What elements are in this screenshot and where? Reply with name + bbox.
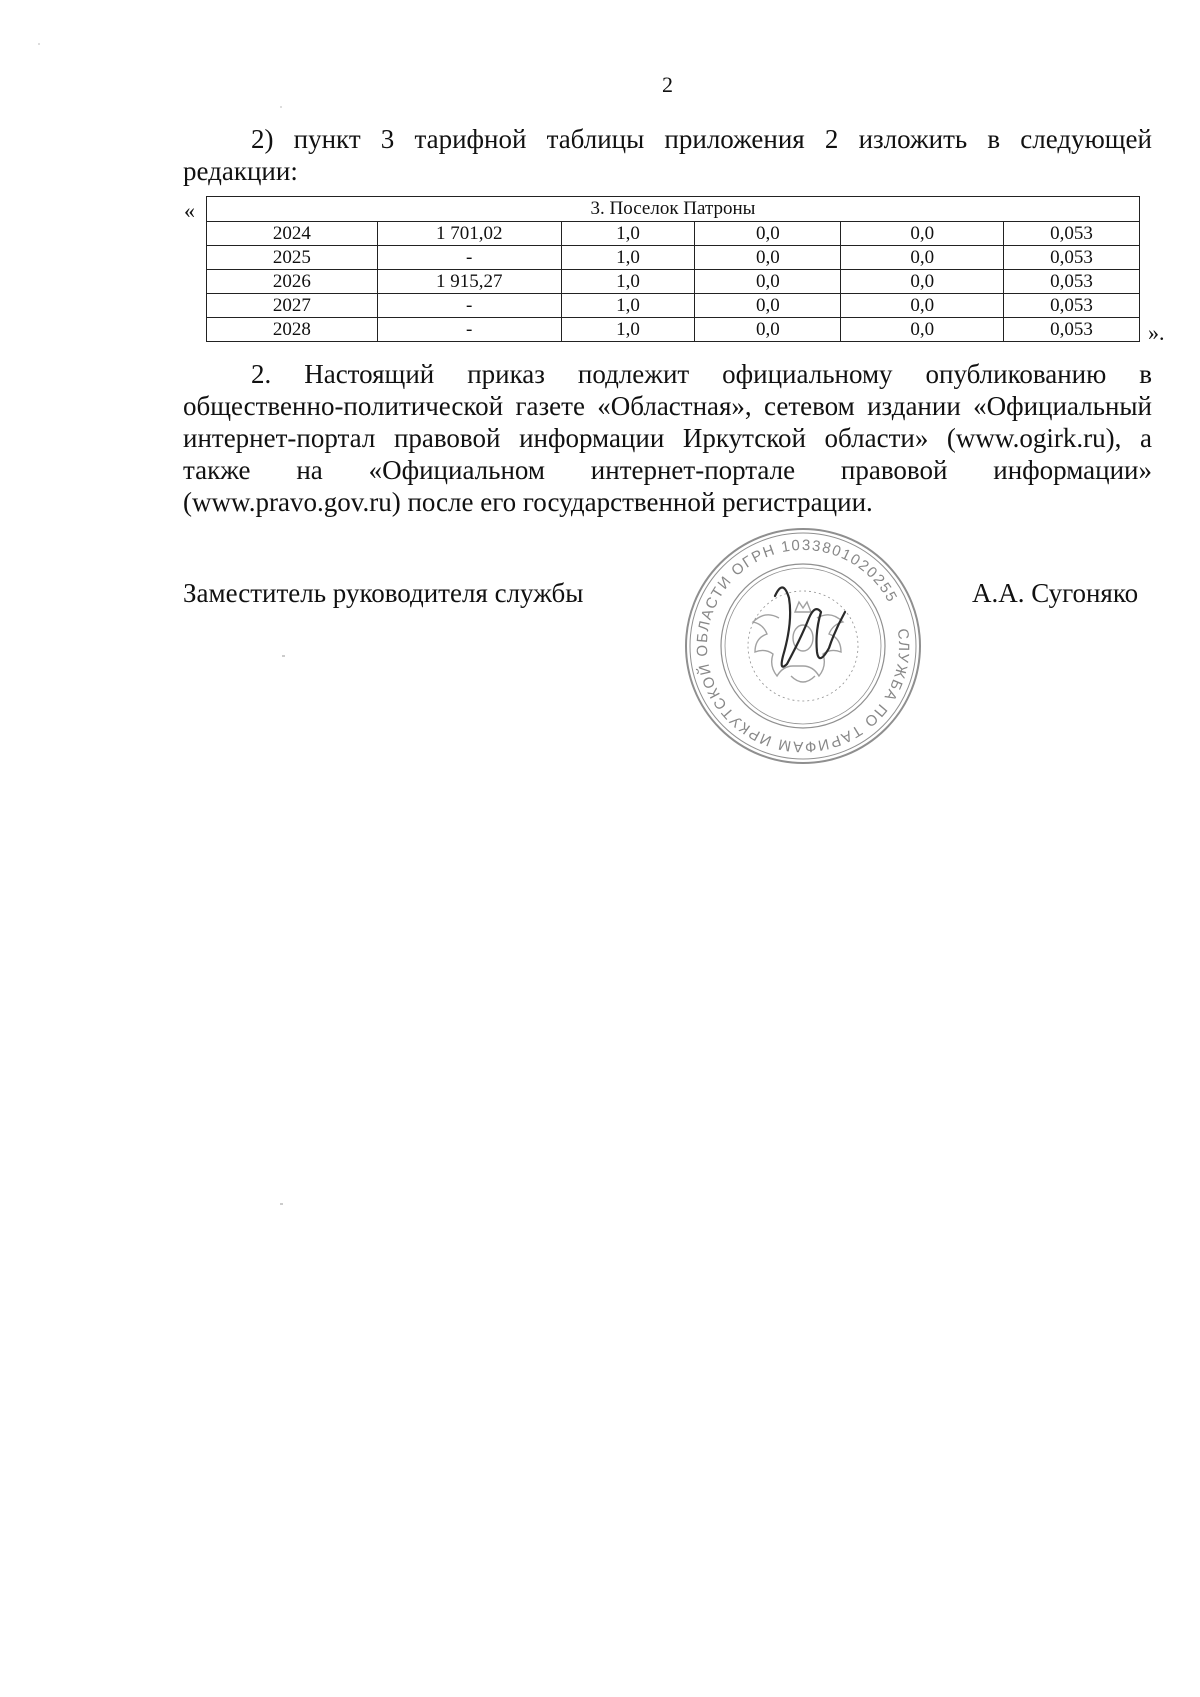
table-cell: 2026 <box>207 270 378 294</box>
table-cell: 0,0 <box>695 294 841 318</box>
table-cell: - <box>377 318 561 342</box>
table-cell: 1,0 <box>561 246 695 270</box>
amendment-paragraph: 2) пункт 3 тарифной таблицы приложения 2 изложить в следующей редакции: <box>183 124 1152 186</box>
table-row <box>207 294 1140 318</box>
table-cell: 1 915,27 <box>377 270 561 294</box>
table-cell: 0,0 <box>841 318 1004 342</box>
table-cell: 0,0 <box>841 270 1004 294</box>
table-title: 3. Поселок Патроны <box>207 197 1140 222</box>
table-cell: 0,053 <box>1004 294 1140 318</box>
table-cell: 0,0 <box>841 246 1004 270</box>
table-cell: 2027 <box>207 294 378 318</box>
table-cell: 0,053 <box>1004 246 1140 270</box>
table-row <box>207 246 1140 270</box>
table-cell: 0,0 <box>695 270 841 294</box>
table-cell: 1,0 <box>561 318 695 342</box>
table-cell: 2028 <box>207 318 378 342</box>
stamp-ring-text: СЛУЖБА ПО ТАРИФАМ ИРКУТСКОЙ ОБЛАСТИ ОГРН 1033801020255 <box>693 536 913 756</box>
table-cell: 0,0 <box>841 222 1004 246</box>
official-stamp-seal <box>683 526 923 766</box>
table-title-row <box>207 197 1140 222</box>
table-cell: 2025 <box>207 246 378 270</box>
table-cell: - <box>377 246 561 270</box>
table-cell: 0,0 <box>695 318 841 342</box>
table-cell: 1,0 <box>561 222 695 246</box>
quote-close-mark: ». <box>1148 320 1165 345</box>
publication-paragraph: 2. Настоящий приказ подлежит официальному опубликованию в общественно-политической газете «Областная», сетевом издании «Официальный интернет-портал правовой информации Иркутской области» (www.ogirk.ru), а также на «Официальном интернет-портале правовой информации» (www.pravo.gov.ru) после его государственной регистрации. <box>183 359 1152 517</box>
table-cell: 1,0 <box>561 270 695 294</box>
handwritten-signature <box>775 587 845 666</box>
table-cell: - <box>377 294 561 318</box>
table-cell: 1,0 <box>561 294 695 318</box>
signatory-position: Заместитель руководителя службы <box>183 578 584 608</box>
table-cell: 0,0 <box>695 246 841 270</box>
table-cell: 0,053 <box>1004 222 1140 246</box>
table-cell: 0,053 <box>1004 270 1140 294</box>
table-row <box>207 222 1140 246</box>
signatory-name: А.А. Сугоняко <box>972 578 1139 608</box>
table-cell: 0,0 <box>841 294 1004 318</box>
table-cell: 2024 <box>207 222 378 246</box>
quote-open-mark: « <box>184 198 195 223</box>
table-cell: 0,053 <box>1004 318 1140 342</box>
table-cell: 0,0 <box>695 222 841 246</box>
table-row <box>207 270 1140 294</box>
tariff-table <box>206 196 1140 342</box>
page-number: 2 <box>662 72 673 97</box>
table-cell: 1 701,02 <box>377 222 561 246</box>
table-row <box>207 318 1140 342</box>
svg-text:СЛУЖБА ПО ТАРИФАМ ИРКУТСКОЙ ОБ <box>683 526 923 766</box>
